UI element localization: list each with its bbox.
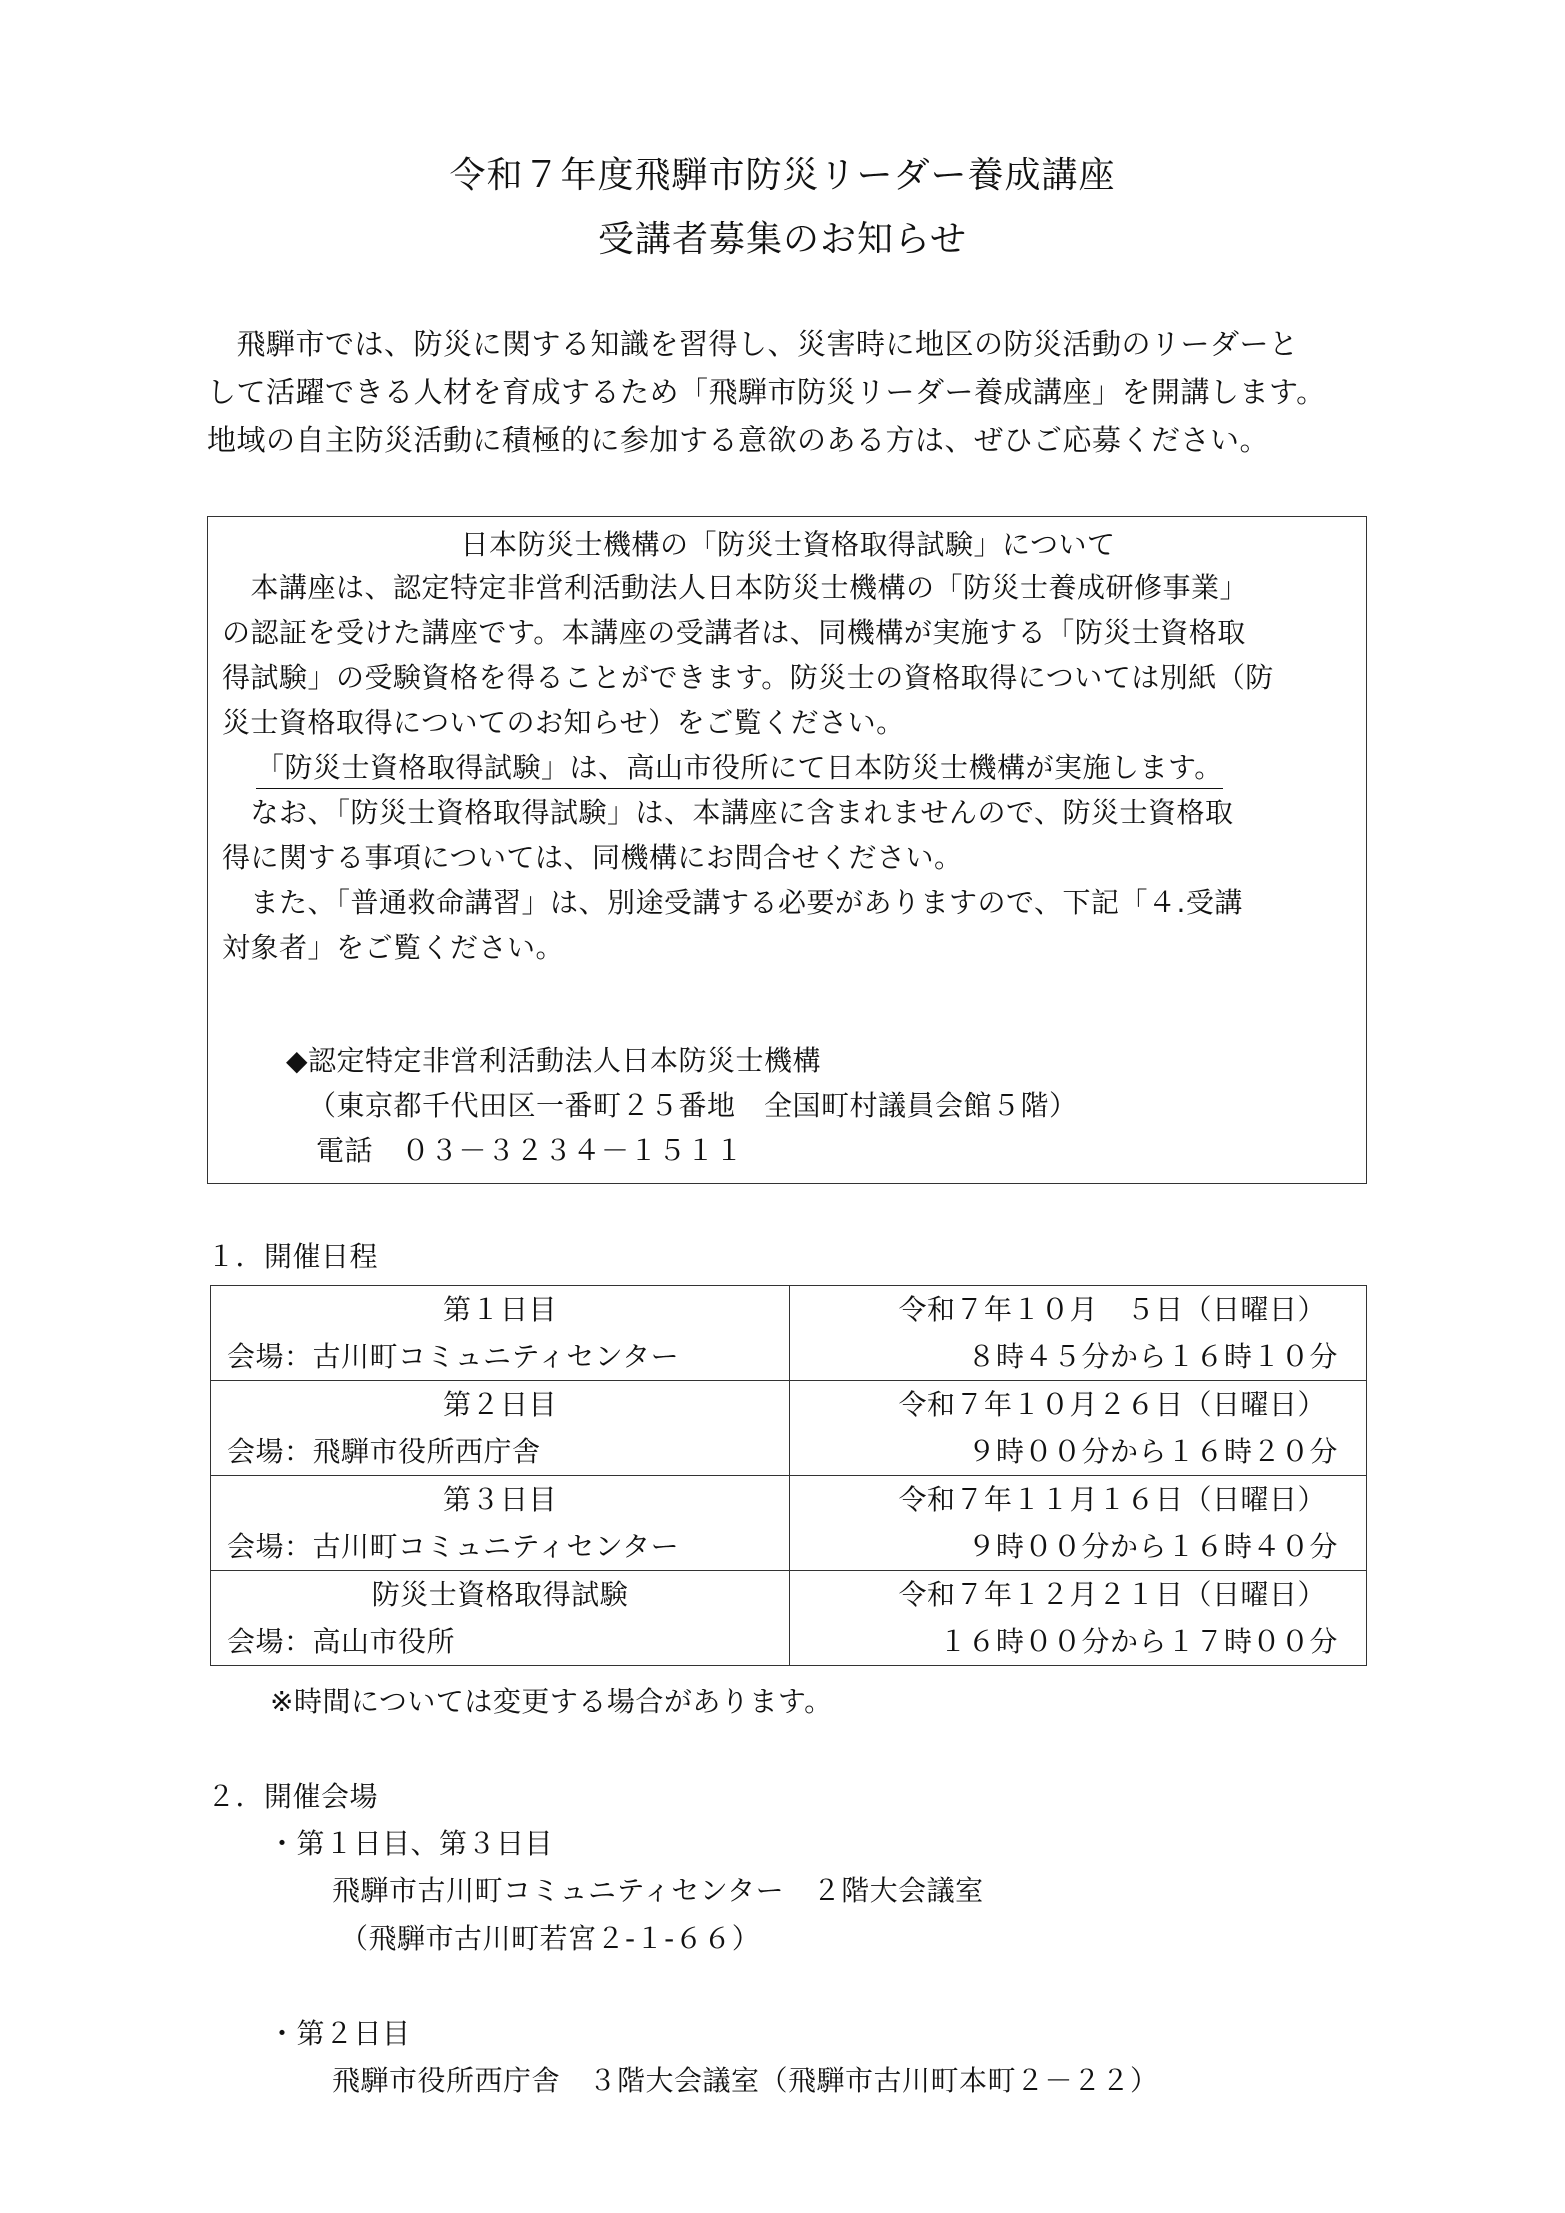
table-row — [211, 1286, 1367, 1381]
session-date: 令和７年１０月２６日（日曜日） — [898, 1388, 1326, 1421]
schedule-datetime-cell — [790, 1476, 1367, 1571]
schedule-session-cell — [211, 1381, 790, 1476]
schedule-datetime-cell — [790, 1286, 1367, 1381]
session-title: 第１日目 — [442, 1293, 557, 1326]
page-title: 令和７年度飛騨市防災リーダー養成講座 — [449, 155, 1116, 196]
session-venue: 会場：古川町コミュニティセンター — [227, 1340, 680, 1373]
exam-location-notice — [256, 751, 1223, 784]
session-venue: 会場：飛騨市役所西庁舎 — [227, 1435, 541, 1468]
table-row — [211, 1476, 1367, 1571]
info-text-line: また、「普通救命講習」は、別途受講する必要がありますので、下記「４.受講 — [222, 886, 1243, 919]
schedule-table — [210, 1285, 1367, 1666]
table-row — [211, 1571, 1367, 1666]
venue-item-label: ・第１日目、第３日目 — [268, 1827, 554, 1860]
table-row — [211, 1381, 1367, 1476]
session-date: 令和７年１０月 ５日（日曜日） — [898, 1293, 1326, 1326]
intro-line: して活躍できる人材を育成するため「飛騨市防災リーダー養成講座」を開講します。 — [207, 375, 1326, 409]
session-date: 令和７年１２月２１日（日曜日） — [898, 1578, 1326, 1611]
section-venue-heading: ２．開催会場 — [207, 1780, 379, 1813]
venue-item-detail: 飛騨市役所西庁舎 ３階大会議室（飛騨市古川町本町２－２２） — [332, 2064, 1159, 2097]
info-text-line: の認証を受けた講座です。本講座の受講者は、同機構が実施する「防災士資格取 — [222, 616, 1246, 649]
session-venue: 会場：高山市役所 — [227, 1625, 456, 1658]
schedule-datetime-cell — [790, 1571, 1367, 1666]
exam-location-underlined: 「防災士資格取得試験」は、高山市役所にて日本防災士機構が実施します。 — [256, 751, 1223, 789]
intro-paragraph — [207, 320, 1367, 464]
info-text-line: 対象者」をご覧ください。 — [222, 931, 565, 964]
session-date: 令和７年１１月１６日（日曜日） — [898, 1483, 1326, 1516]
exam-info-box — [207, 516, 1367, 1184]
session-title: 第３日目 — [442, 1483, 557, 1516]
info-text-line: 得試験」の受験資格を得ることができます。防災士の資格取得については別紙（防 — [222, 661, 1274, 694]
session-time: １６時００分から１７時００分 — [938, 1625, 1338, 1658]
session-title: 第２日目 — [442, 1388, 557, 1421]
info-text-line: 災士資格取得についてのお知らせ）をご覧ください。 — [222, 706, 905, 739]
session-time: ９時００分から１６時４０分 — [967, 1530, 1338, 1563]
session-title: 防災士資格取得試験 — [371, 1578, 629, 1611]
info-text-line: 本講座は、認定特定非営利活動法人日本防災士機構の「防災士養成研修事業」 — [222, 571, 1249, 604]
section-schedule-heading: １．開催日程 — [207, 1240, 379, 1273]
venue-item-name: 飛騨市古川町コミュニティセンター ２階大会議室 — [332, 1874, 984, 1907]
session-venue: 会場：古川町コミュニティセンター — [227, 1530, 680, 1563]
info-text-line: 得に関する事項については、同機構にお問合せください。 — [222, 841, 963, 874]
schedule-datetime-cell — [790, 1381, 1367, 1476]
session-time: ９時００分から１６時２０分 — [967, 1435, 1338, 1468]
intro-line: 地域の自主防災活動に積極的に参加する意欲のある方は、ぜひご応募ください。 — [207, 423, 1270, 457]
page-subtitle: 受講者募集のお知らせ — [598, 219, 967, 260]
venue-item-label: ・第２日目 — [268, 2017, 411, 2050]
info-box-heading: 日本防災士機構の「防災士資格取得試験」について — [460, 528, 1116, 561]
session-time: ８時４５分から１６時１０分 — [967, 1340, 1338, 1373]
info-text-line: なお、「防災士資格取得試験」は、本講座に含まれませんので、防災士資格取 — [222, 796, 1234, 829]
venue-item-address: （飛騨市古川町若宮２-１-６６） — [340, 1922, 761, 1955]
org-phone: 電話 ０３－３２３４－１５１１ — [316, 1134, 744, 1167]
schedule-session-cell — [211, 1286, 790, 1381]
schedule-note: ※時間については変更する場合があります。 — [270, 1685, 833, 1718]
intro-line: 飛騨市では、防災に関する知識を習得し、災害時に地区の防災活動のリーダーと — [207, 327, 1299, 361]
org-name: ◆認定特定非営利活動法人日本防災士機構 — [286, 1044, 822, 1077]
schedule-session-cell — [211, 1571, 790, 1666]
schedule-session-cell — [211, 1476, 790, 1571]
org-address: （東京都千代田区一番町２５番地 全国町村議員会館５階） — [308, 1089, 1078, 1122]
